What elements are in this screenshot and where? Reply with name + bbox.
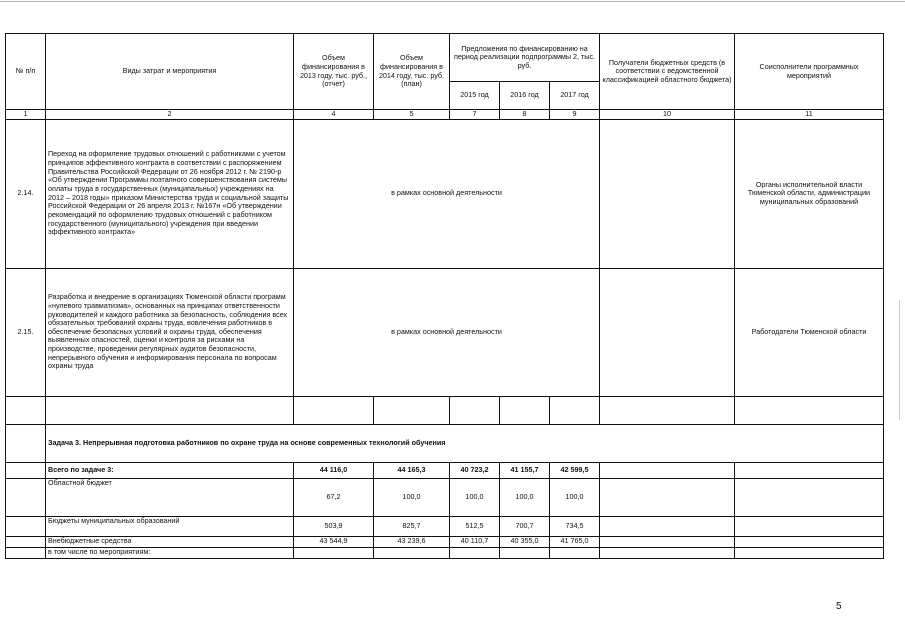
- column-numbers-row: [6, 110, 884, 120]
- header-costs: Виды затрат и мероприятия: [46, 34, 294, 110]
- colnum: 11: [735, 110, 884, 120]
- row-number: 2.14.: [6, 119, 46, 268]
- extrabudget-2015: 40 110,7: [450, 536, 500, 547]
- page-number: 5: [836, 601, 842, 612]
- row-executors: Органы исполнительной власти Тюменской области, администрации муниципальных образований: [735, 119, 884, 268]
- regional-2016: 100,0: [500, 478, 550, 516]
- extrabudget-row: [6, 536, 884, 547]
- total-2013: 44 116,0: [294, 462, 374, 478]
- colnum: 4: [294, 110, 374, 120]
- financing-table: [5, 33, 884, 559]
- municipal-2016: 700,7: [500, 516, 550, 536]
- total-2017: 42 599,5: [550, 462, 600, 478]
- header-recipients: Получатели бюджетных средств (в соответствии с ведомственной классификацией областного бюджета): [600, 34, 735, 110]
- task3-row: [6, 424, 884, 462]
- header-2017: 2017 год: [550, 82, 600, 110]
- municipal-2014: 825,7: [374, 516, 450, 536]
- row-number: 2.15.: [6, 268, 46, 396]
- empty-row: [6, 396, 884, 424]
- including-label: в том числе по мероприятиям:: [46, 547, 294, 558]
- row-financing: в рамках основной деятельности: [294, 119, 600, 268]
- table-row-2-15: [6, 268, 884, 396]
- regional-label: Областной бюджет: [46, 478, 294, 516]
- regional-budget-row: [6, 478, 884, 516]
- header-row: [6, 34, 884, 82]
- colnum: 5: [374, 110, 450, 120]
- regional-2013: 67,2: [294, 478, 374, 516]
- right-edge-line: [899, 300, 900, 420]
- extrabudget-2017: 41 765,0: [550, 536, 600, 547]
- regional-2014: 100,0: [374, 478, 450, 516]
- regional-2017: 100,0: [550, 478, 600, 516]
- total-row: [6, 462, 884, 478]
- top-edge-line: [0, 1, 905, 2]
- header-2013: Объем финансирования в 2013 году, тыс. руб., (отчет): [294, 34, 374, 110]
- total-label: Всего по задаче 3:: [46, 462, 294, 478]
- header-executors: Соисполнители программных мероприятий: [735, 34, 884, 110]
- colnum: 1: [6, 110, 46, 120]
- extrabudget-2013: 43 544,9: [294, 536, 374, 547]
- municipal-2013: 503,9: [294, 516, 374, 536]
- row-recipients: [600, 268, 735, 396]
- municipal-2017: 734,5: [550, 516, 600, 536]
- extrabudget-label: Внебюджетные средства: [46, 536, 294, 547]
- task3-title: Задача 3. Непрерывная подготовка работников по охране труда на основе современных технологий обучения: [46, 424, 884, 462]
- including-row: [6, 547, 884, 558]
- colnum: 2: [46, 110, 294, 120]
- table-row-2-14: [6, 119, 884, 268]
- colnum: 8: [500, 110, 550, 120]
- extrabudget-2014: 43 239,6: [374, 536, 450, 547]
- row-description: Переход на оформление трудовых отношений с работниками с учетом принципов эффективного контракта в соответствии с распоряжением Правительства Российской Федерации от 26 ноября 2012 г. № 2190-р «Об утверждении Программы поэтапного совершенствования системы оплаты труда в государственных (муниципальных) учреждениях на 2012 – 2018 годы» приказом Министерства труда и социальной защиты Российской Федерации от 26 апреля 2013 г. №167н «Об утверждении рекомендаций по оформлению трудовых отношений с работником государственного (муниципального) учреждения при введении эффективного контракта»: [46, 119, 294, 268]
- total-2016: 41 155,7: [500, 462, 550, 478]
- row-description: Разработка и внедрение в организациях Тюменской области программ «нулевого травматизма», основанных на принципах ответственности руководителей и каждого работника за безопасность, соблюдения всех обязательных требований охраны труда, вовлечения работников в обеспечение безопасных условий и охраны труда, обеспечения выявленных опасностей, оценки и контроля за рисками на производстве, проведении регулярных аудитов безопасности, непрерывного обучения и информирования персонала по вопросам охраны труда: [46, 268, 294, 396]
- row-executors: Работодатели Тюменской области: [735, 268, 884, 396]
- municipal-budget-row: [6, 516, 884, 536]
- municipal-label: Бюджеты муниципальных образований: [46, 516, 294, 536]
- colnum: 10: [600, 110, 735, 120]
- header-proposals: Предложения по финансированию на период реализации подпрограммы 2, тыс. руб.: [450, 34, 600, 82]
- extrabudget-2016: 40 355,0: [500, 536, 550, 547]
- municipal-2015: 512,5: [450, 516, 500, 536]
- header-2015: 2015 год: [450, 82, 500, 110]
- header-2014: Объем финансирования в 2014 году, тыс. руб. (план): [374, 34, 450, 110]
- total-2014: 44 165,3: [374, 462, 450, 478]
- header-num: № п/п: [6, 34, 46, 110]
- row-financing: в рамках основной деятельности: [294, 268, 600, 396]
- total-2015: 40 723,2: [450, 462, 500, 478]
- row-recipients: [600, 119, 735, 268]
- header-2016: 2016 год: [500, 82, 550, 110]
- colnum: 7: [450, 110, 500, 120]
- colnum: 9: [550, 110, 600, 120]
- regional-2015: 100,0: [450, 478, 500, 516]
